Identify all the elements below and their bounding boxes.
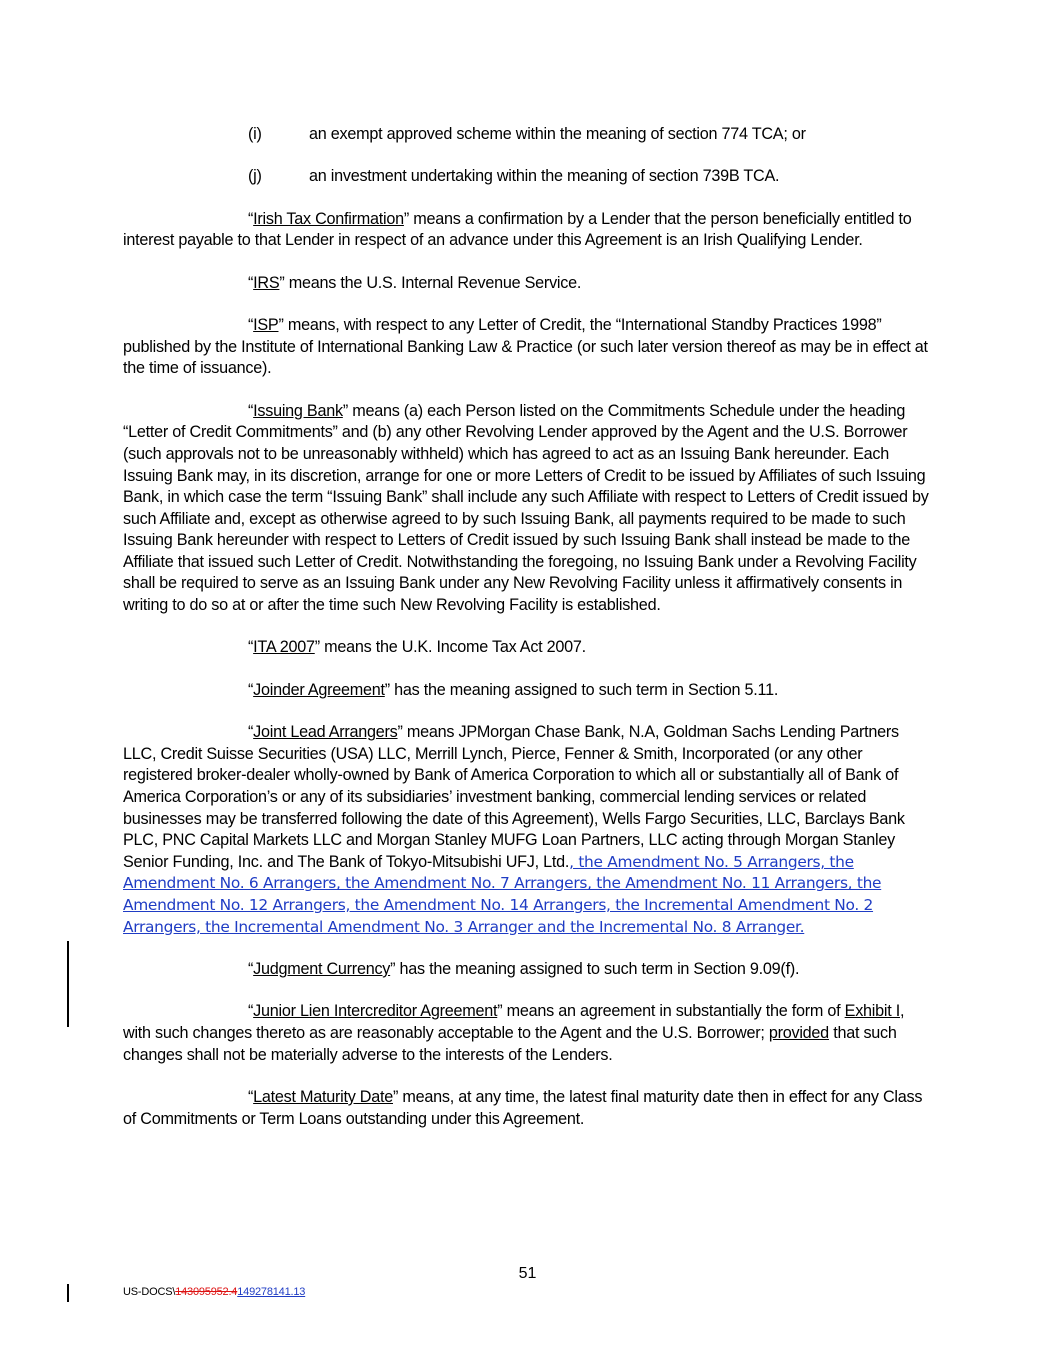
defined-term: Joint Lead Arrangers	[253, 723, 398, 742]
definition-junior-lien-intercreditor-agreement: “Junior Lien Intercreditor Agreement” means an agreement in substantially the form of Exhibit I, with such changes thereto as are reasonably acceptable to the Agent and the U.S. Borrower; provided that such changes shall not be materially adverse to the interests of the Lenders.	[123, 1002, 905, 1064]
definition-irs: “IRS” means the U.S. Internal Revenue Service.	[248, 273, 582, 292]
defined-term: IRS	[253, 273, 280, 292]
definition-judgment-currency: “Judgment Currency” has the meaning assigned to such term in Section 9.09(f).	[248, 959, 800, 978]
definition-latest-maturity-date: “Latest Maturity Date” means, at any time, the latest final maturity date then in effect for any Class of Commitments or Term Loans outstanding under this Agreement.	[123, 1087, 923, 1128]
definition-joint-lead-arrangers: “Joint Lead Arrangers” means JPMorgan Chase Bank, N.A, Goldman Sachs Lending Partners LLC, Credit Suisse Securities (USA) LLC, Merrill Lynch, Pierce, Fenner & Smith, Incorporated (or any other registered broker-dealer wholly-owned by Bank of America Corporation to which all or substantially all of Bank of America Corporation’s or any of its subsidiaries’ investment banking, commercial lending services or related businesses may be transferred following the date of this Agreement), Wells Fargo Securities, LLC, Barclays Bank PLC, PNC Capital Markets LLC and Morgan Stanley MUFG Loan Partners, LLC acting through Morgan Stanley Senior Funding, Inc. and The Bank of Tokyo-Mitsubishi UFJ, Ltd., the Amendment No. 5 Arrangers, the Amendment No. 6 Arrangers, the Amendment No. 7 Arrangers, the Amendment No. 11 Arrangers, the Amendment No. 12 Arrangers, the Amendment No. 14 Arrangers, the Incremental Amendment No. 2 Arrangers, the Incremental Amendment No. 3 Arranger and the Incremental No. 8 Arranger.	[123, 723, 905, 936]
definition-ita-2007: “ITA 2007” means the U.K. Income Tax Act 2007.	[248, 638, 586, 657]
defined-term: ITA 2007	[253, 638, 315, 657]
list-text: an exempt approved scheme within the meaning of section 774 TCA; or	[309, 125, 806, 143]
document-page	[123, 124, 933, 1151]
defined-term: Issuing Bank	[253, 401, 343, 420]
defined-term: ISP	[253, 316, 279, 335]
exhibit-reference: Exhibit I	[844, 1002, 900, 1021]
document-footer	[123, 1286, 305, 1298]
list-item-i	[123, 124, 933, 146]
footer-deleted-id: 143095952.4	[175, 1286, 238, 1298]
defined-term: Latest Maturity Date	[253, 1087, 393, 1106]
definition-issuing-bank: “Issuing Bank” means (a) each Person listed on the Commitments Schedule under the heading “Letter of Credit Commitments” and (b) any other Revolving Lender approved by the Agent and the U.S. Borrower (such approvals not to be unreasonably withheld) which has agreed to act as an Issuing Bank hereunder. Each Issuing Bank may, in its discretion, arrange for one or more Letters of Credit to be issued by Affiliates of such Issuing Bank, in which case the term “Issuing Bank” shall include any such Affiliate with respect to Letters of Credit issued by such Affiliate and, except as otherwise agreed to by such Issuing Bank, all payments required to be made to such Issuing Bank hereunder with respect to Letters of Credit issued by such Issuing Bank shall instead be made to the Affiliate that issued such Letter of Credit. Notwithstanding the foregoing, no Issuing Bank under a Revolving Facility shall be required to serve as an Issuing Bank under any New Revolving Facility unless it affirmatively consents in writing to do so at or after the time such New Revolving Facility is established.	[123, 401, 929, 615]
definition-isp: “ISP” means, with respect to any Letter of Credit, the “International Standby Practices 1998” published by the Institute of International Banking Law & Practice (or such later version thereof as may be in effect at the time of issuance).	[123, 316, 928, 378]
definition-joinder-agreement: “Joinder Agreement” has the meaning assigned to such term in Section 5.11.	[248, 680, 779, 699]
list-label: (i)	[248, 125, 262, 143]
footer-prefix: US-DOCS\	[123, 1286, 176, 1298]
provided-term: provided	[768, 1023, 829, 1042]
footer-inserted-id: 149278141.13	[237, 1286, 306, 1298]
definition-irish-tax-confirmation: “Irish Tax Confirmation” means a confirmation by a Lender that the person beneficially entitled to interest payable to that Lender in respect of an advance under this Agreement is an Irish Qualifying Lender.	[123, 209, 912, 250]
inserted-text: , the Amendment No. 5 Arrangers, the Amendment No. 6 Arrangers, the Amendment No. 7 Arrangers, the Amendment No. 11 Arrangers, the Amendment No. 12 Arrangers, the Amendment No. 14 Arrangers, the Incremental Amendment No. 2 Arrangers, the Incremental Amendment No. 3 Arranger and the Incremental No. 8 Arranger.	[123, 852, 882, 936]
defined-term: Junior Lien Intercreditor Agreement	[253, 1002, 498, 1021]
change-bar-footer	[67, 1284, 69, 1302]
defined-term: Irish Tax Confirmation	[253, 209, 404, 228]
defined-term: Judgment Currency	[253, 959, 391, 978]
list-text: an investment undertaking within the meaning of section 739B TCA.	[309, 167, 780, 186]
page-number: 51	[518, 1265, 537, 1282]
defined-term: Joinder Agreement	[253, 680, 385, 699]
list-label: (j)	[248, 167, 262, 186]
change-bar-joint-lead	[67, 941, 69, 1027]
list-item-j	[123, 166, 933, 188]
